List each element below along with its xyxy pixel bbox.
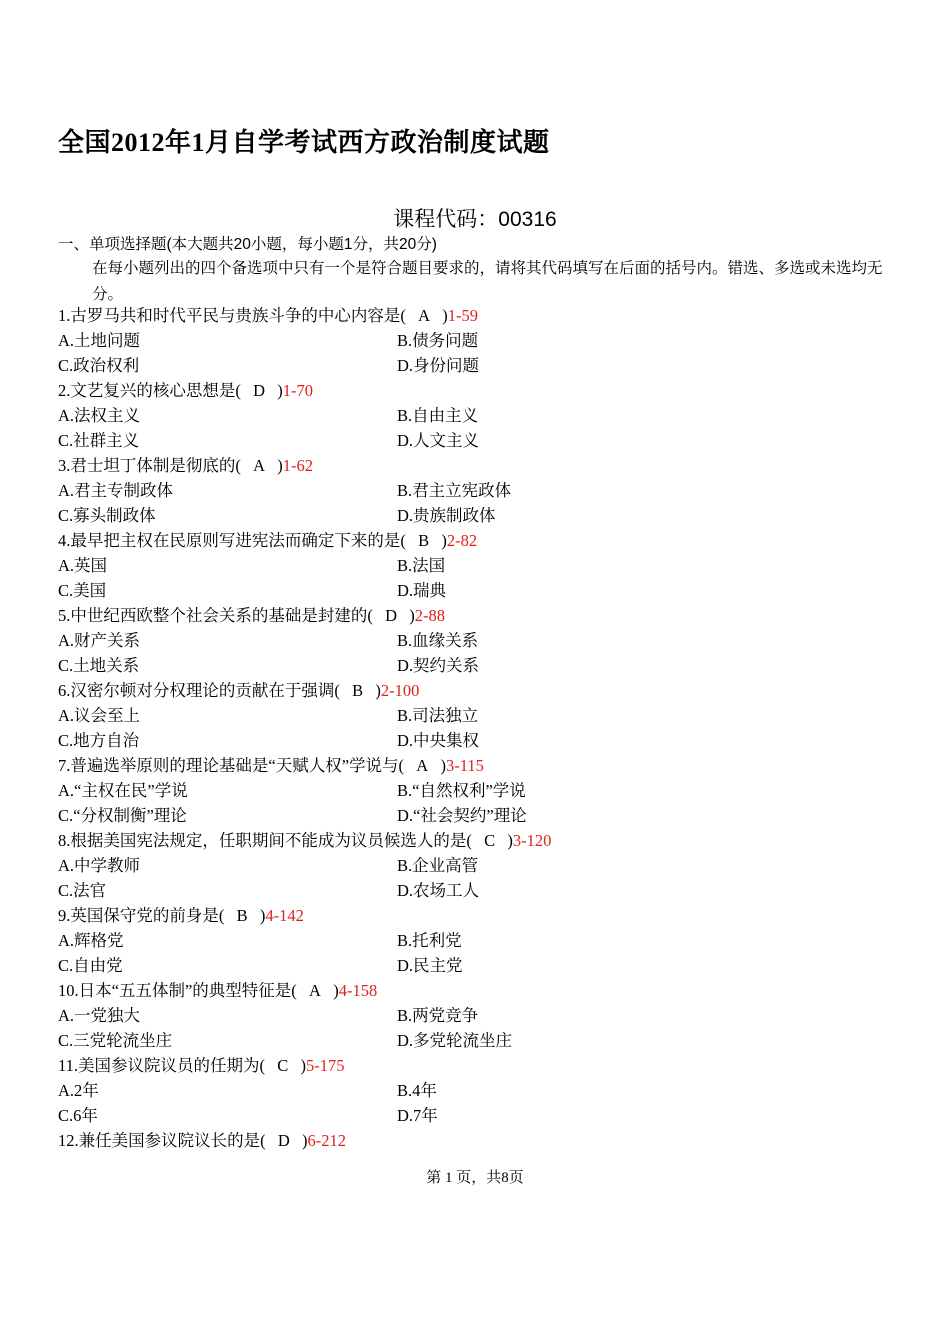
option: A.英国 [58,556,108,575]
option: D.农场工人 [397,881,480,900]
question-stem [58,528,918,553]
option: D.身份问题 [397,356,480,375]
question-text: 10.日本“五五体制”的典型特征是( [58,981,297,1000]
option: A.“主权在民”学说 [58,781,188,800]
answer-letter: A [300,981,330,1000]
option: C.政治权利 [58,356,140,375]
option: C.自由党 [58,956,123,975]
question-stem [58,678,918,703]
answer-letter: D [269,1131,299,1150]
page-reference: 2-100 [380,681,420,700]
question-text: 3.君士坦丁体制是彻底的( [58,456,241,475]
answer-close-paren: ) [440,756,446,775]
page-reference: 1-70 [282,381,314,400]
option: D.多党轮流坐庄 [397,1031,513,1050]
answer-letter: A [408,756,437,775]
page-reference: 1-62 [282,456,314,475]
option: B.两党竞争 [397,1006,479,1025]
option: A.辉格党 [58,931,124,950]
option: B.法国 [397,556,446,575]
option: B.4年 [397,1081,437,1100]
option-row [58,853,918,878]
option: B.司法独立 [397,706,479,725]
option-row [58,953,918,978]
question-stem [58,828,918,853]
answer-letter: B [228,906,256,925]
option: C.“分权制衡”理论 [58,806,187,825]
answer-letter: B [409,531,438,550]
option-row [58,353,918,378]
option-row [58,703,918,728]
option: D.7年 [397,1106,438,1125]
question-text: 9.英国保守党的前身是( [58,906,225,925]
page-reference: 1-59 [447,306,479,325]
option: C.6年 [58,1106,98,1125]
answer-close-paren: ) [302,1131,308,1150]
question-text: 6.汉密尔顿对分权理论的贡献在于强调( [58,681,340,700]
option-row [58,653,918,678]
option: A.君主专制政体 [58,481,174,500]
question-text: 12.兼任美国参议院议长的是( [58,1131,266,1150]
option: A.财产关系 [58,631,141,650]
page-reference: 2-82 [446,531,478,550]
answer-close-paren: ) [375,681,381,700]
option-row [58,728,918,753]
option: D.贵族制政体 [397,506,496,525]
option: D.中央集权 [397,731,480,750]
answer-close-paren: ) [441,531,447,550]
answer-close-paren: ) [277,381,283,400]
option: D.人文主义 [397,431,480,450]
answer-letter: D [244,381,274,400]
option-row [58,553,918,578]
document-title: 全国2012年1月自学考试西方政治制度试题 [58,128,550,157]
answer-close-paren: ) [277,456,283,475]
answer-letter: A [244,456,274,475]
answer-close-paren: ) [259,906,266,925]
page-reference: 5-175 [306,1056,345,1075]
option: A.土地问题 [58,331,141,350]
option-row [58,478,918,503]
option: D.民主党 [397,956,463,975]
answer-letter: B [343,681,372,700]
option-row [58,778,918,803]
option-row [58,428,918,453]
option: B.自由主义 [397,406,479,425]
option-row [58,628,918,653]
option: A.中学教师 [58,856,141,875]
question-stem [58,903,918,928]
answer-close-paren: ) [442,306,448,325]
option-row [58,928,918,953]
option: D.瑞典 [397,581,447,600]
page-reference: 3-120 [512,831,552,850]
option: D.“社会契约”理论 [397,806,527,825]
option: B.君主立宪政体 [397,481,512,500]
question-stem [58,753,918,778]
option: C.美国 [58,581,107,600]
option: B.企业高管 [397,856,479,875]
option: A.法权主义 [58,406,141,425]
option: C.三党轮流坐庄 [58,1031,173,1050]
answer-close-paren: ) [300,1056,307,1075]
option: C.寡头制政体 [58,506,156,525]
question-stem [58,303,918,328]
question-list [58,303,918,1153]
option: A.议会至上 [58,706,141,725]
option-row [58,1078,918,1103]
option: A.2年 [58,1081,99,1100]
option: B.“自然权利”学说 [397,781,526,800]
section-heading: 一、单项选择题(本大题共20小题，每小题1分，共20分) [58,236,437,253]
answer-letter: C [269,1056,297,1075]
page-reference: 6-212 [307,1131,347,1150]
question-text: 1.古罗马共和时代平民与贵族斗争的中心内容是( [58,306,406,325]
option: A.一党独大 [58,1006,141,1025]
question-text: 7.普遍选举原则的理论基础是“天赋人权”学说与( [58,756,405,775]
section-instruction: 在每小题列出的四个备选项中只有一个是符合题目要求的，请将其代码填写在后面的括号内。错选、多选或未选均无分。 [92,260,883,303]
option: B.托利党 [397,931,462,950]
option-row [58,403,918,428]
option: D.契约关系 [397,656,480,675]
question-stem [58,603,918,628]
page-reference: 2-88 [414,606,446,625]
answer-close-paren: ) [507,831,513,850]
answer-close-paren: ) [409,606,415,625]
option: B.债务问题 [397,331,479,350]
question-text: 5.中世纪西欧整个社会关系的基础是封建的( [58,606,373,625]
answer-letter: A [409,306,439,325]
question-text: 11.美国参议院议员的任期为( [58,1056,266,1075]
question-stem [58,378,918,403]
option: C.社群主义 [58,431,140,450]
page-reference: 3-115 [445,756,484,775]
page-reference: 4-142 [265,906,304,925]
course-code: 课程代码：00316 [393,208,557,231]
option-row [58,878,918,903]
page-reference: 4-158 [338,981,378,1000]
question-stem [58,1128,918,1153]
answer-letter: D [376,606,406,625]
question-stem [58,978,918,1003]
question-stem [58,453,918,478]
option: C.土地关系 [58,656,140,675]
option: C.法官 [58,881,107,900]
answer-close-paren: ) [333,981,339,1000]
question-text: 8.根据美国宪法规定，任职期间不能成为议员候选人的是( [58,831,472,850]
option-row [58,803,918,828]
question-text: 2.文艺复兴的核心思想是( [58,381,241,400]
option-row [58,1103,918,1128]
answer-letter: C [475,831,504,850]
option-row [58,578,918,603]
option-row [58,328,918,353]
page-footer: 第 1 页，共8页 [426,1170,524,1186]
option: B.血缘关系 [397,631,479,650]
question-text: 4.最早把主权在民原则写进宪法而确定下来的是( [58,531,406,550]
option: C.地方自治 [58,731,140,750]
option-row [58,503,918,528]
option-row [58,1003,918,1028]
question-stem [58,1053,918,1078]
option-row [58,1028,918,1053]
